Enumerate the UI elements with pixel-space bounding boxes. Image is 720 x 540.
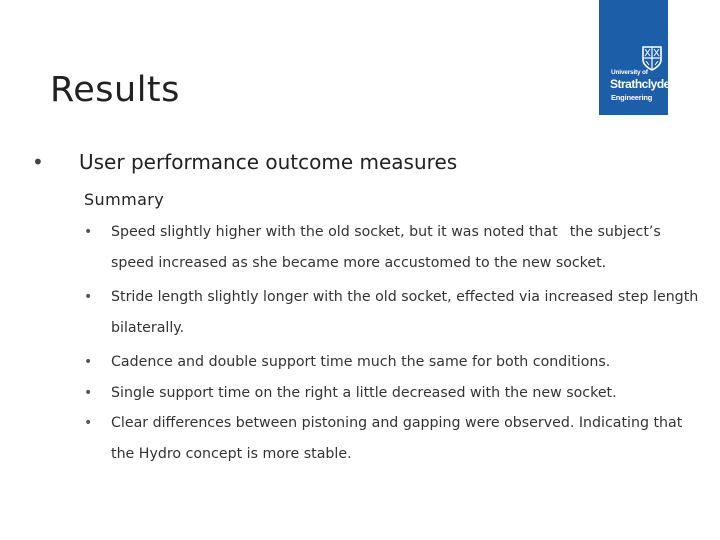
crest-icon [642, 46, 662, 71]
list-item-text: Speed slightly higher with the old socket, but it was noted that [111, 224, 558, 240]
list-item-text: Stride length slightly longer with the old socket, effected via increased step length bilaterally. [111, 289, 699, 336]
bullet-marker: • [84, 415, 93, 431]
bullet-marker: • [32, 150, 44, 174]
list-item-text-tail: the [569, 224, 593, 240]
list-item [84, 378, 699, 409]
slide-title: Results [50, 70, 180, 110]
bullet-marker: • [84, 289, 93, 305]
section-heading: User performance outcome measures [79, 150, 458, 174]
summary-label: Summary [84, 190, 165, 209]
list-item [84, 282, 699, 343]
list-item-text: Cadence and double support time much the same for both conditions. [111, 354, 611, 370]
bullet-marker: • [84, 384, 93, 401]
bullet-marker: • [84, 354, 93, 370]
logo-engineering: Engineering [611, 93, 653, 102]
university-logo [599, 0, 668, 115]
list-item-text: Single support time on the right a little decreased with the new socket. [111, 384, 617, 401]
list-item-text: Clear differences between pistoning and gapping were observed. Indicating that the Hydro concept is more stable. [111, 415, 683, 462]
list-item [84, 347, 699, 378]
logo-university-of: University of [611, 69, 648, 76]
bullet-marker: • [84, 224, 93, 240]
list-item [84, 408, 699, 469]
list-item [84, 217, 699, 278]
list-item-text-cont: subject’s speed increased as she became more accustomed to the new socket. [111, 224, 661, 271]
logo-strathclyde: Strathclyde [610, 77, 670, 91]
bullet-list [84, 217, 699, 469]
